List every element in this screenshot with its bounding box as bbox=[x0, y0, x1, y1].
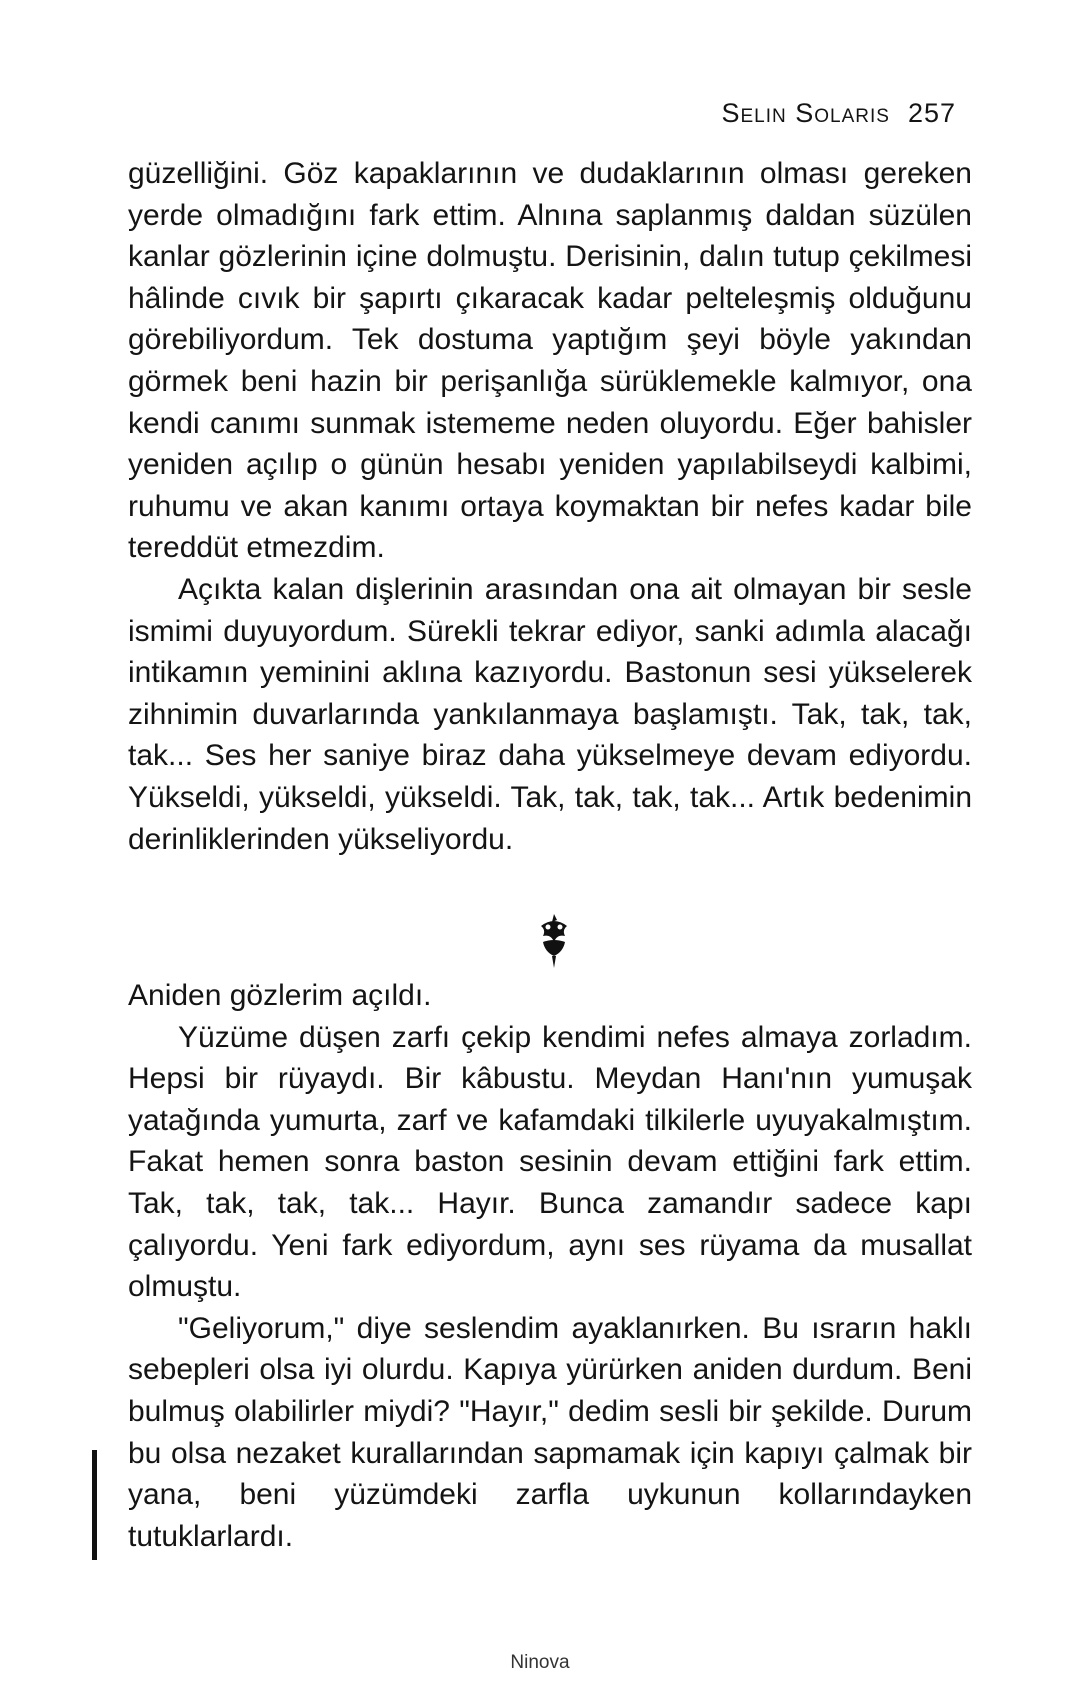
margin-rule bbox=[92, 1450, 97, 1560]
paragraph: güzelliğini. Göz kapaklarının ve dudaklarının olması gereken yerde olmadığını fark ettim. Alnına saplanmış daldan süzülen kanlar gözlerinin içine dolmuştu. Derisinin, dalın tutup çekilmesi hâlinde cıvık bir şapırtı çıkaracak kadar pelteleşmiş olduğunu görebiliyordum. Tek dostuma yaptığım şeyi böyle yakından görmek beni hazin bir perişanlığa sürüklemekle kalmıyor, ona kendi canımı sunmak istememe neden oluyordu. Eğer bahisler yeniden açılıp o günün hesabı yeniden yapılabilseydi kalbimi, ruhumu ve akan kanımı ortaya koymaktan bir nefes kadar bile tereddüt etmezdim. bbox=[128, 157, 972, 565]
section-break-ornament-icon bbox=[535, 912, 573, 970]
text-block-before-break bbox=[128, 153, 972, 860]
page-number: 257 bbox=[907, 98, 956, 128]
paragraph: "Geliyorum," diye seslendim ayaklanırken. Bu ısrarın haklı sebepleri olsa iyi olurdu. Kapıya yürürken aniden durdum. Beni bulmuş olabilirler miydi? "Hayır," dedim sesli bir şekilde. Durum bu olsa nezaket kurallarından sapmamak için kapıyı çalmak bir yana, beni yüzümdeki zarfla uykunun kollarındayken tutuklarlardı. bbox=[128, 1311, 972, 1553]
publisher-footer: Ninova bbox=[510, 1652, 570, 1673]
book-title: Selin Solaris bbox=[721, 98, 890, 128]
text-block-after-break bbox=[128, 975, 972, 1557]
paragraph: Aniden gözlerim açıldı. bbox=[128, 979, 432, 1012]
paragraph: Yüzüme düşen zarfı çekip kendimi nefes almaya zorladım. Hepsi bir rüyaydı. Bir kâbustu. Meydan Hanı'nın yumuşak yatağında yumurta, zarf ve kafamdaki tilkilerle uyuyakalmıştım. Fakat hemen sonra baston sesinin devam ettiğini fark ettim. Tak, tak, tak, tak... Hayır. Bunca zamandır sadece kapı çalıyordu. Yeni fark ediyordum, aynı ses rüyama da musallat olmuştu. bbox=[128, 1020, 972, 1304]
paragraph: Açıkta kalan dişlerinin arasından ona ait olmayan bir sesle ismimi duyuyordum. Sürekli tekrar ediyor, sanki adımla alacağı intikamın yeminini aklına kazıyordu. Bastonun sesi yükselerek zihnimin duvarlarında yankılanmaya başlamıştı. Tak, tak, tak, tak... Ses her saniye biraz daha yükselmeye devam ediyordu. Yükseldi, yükseldi, yükseldi. Tak, tak, tak, tak... Artık bedenimin derinliklerinden yükseliyordu. bbox=[128, 572, 972, 856]
running-header bbox=[721, 98, 956, 129]
